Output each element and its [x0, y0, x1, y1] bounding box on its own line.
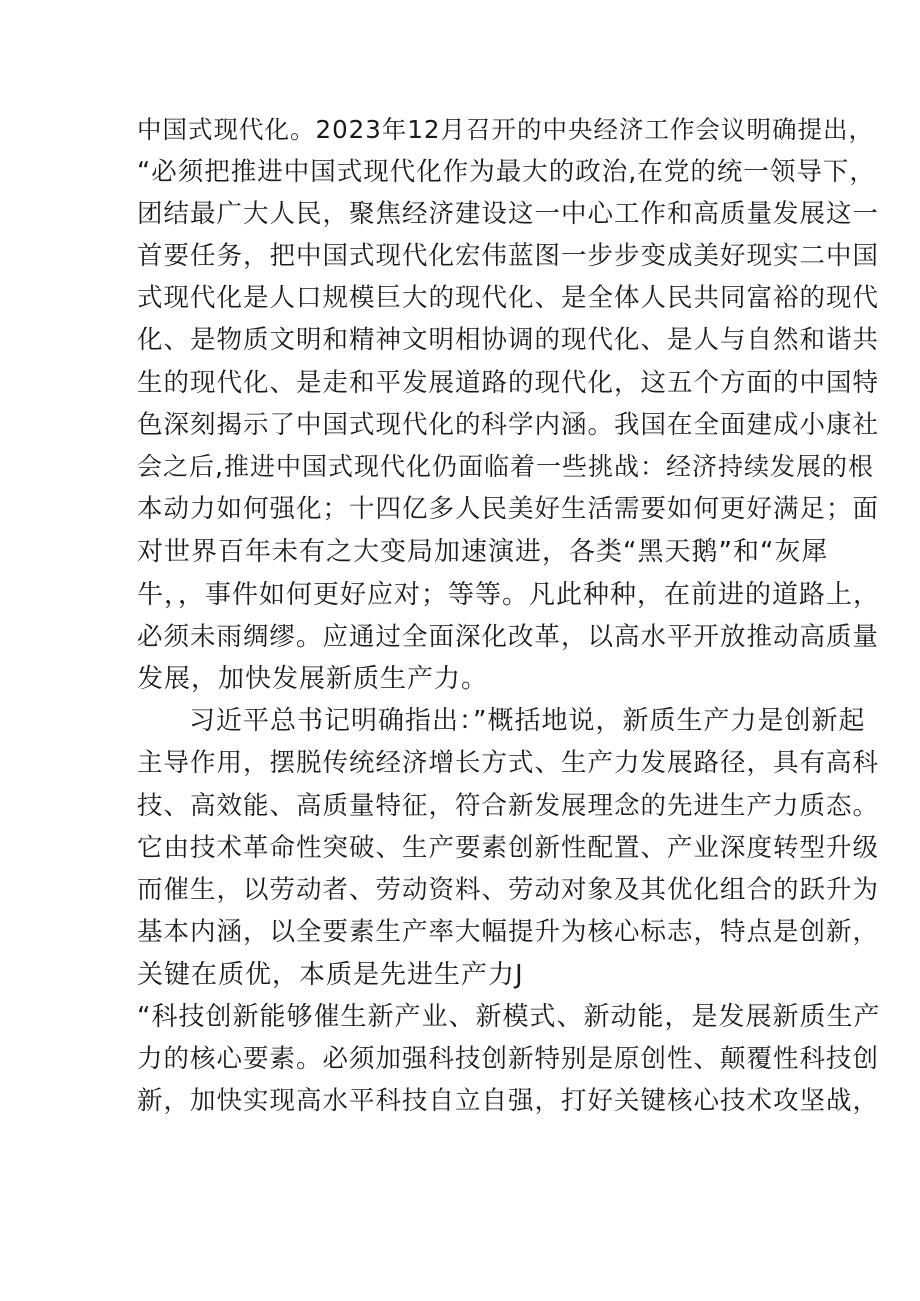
text-line: 基本内涵，以全要素生产率大幅提升为核心标志，特点是创新，	[137, 917, 880, 947]
text-line: 牛，，事件如何更好应对；等等。凡此种种，在前进的道路上，	[137, 580, 881, 610]
text-line: 主导作用，摆脱传统经济增长方式、生产力发展路径，具有高科	[137, 748, 880, 778]
text-line: 本动力如何强化；十四亿多人民美好生活需要如何更好满足；面	[137, 494, 880, 524]
text-line: 对世界百年未有之大变局加速演进，各类“黑天鹅”和“灰犀	[137, 537, 829, 567]
text-line: 发展，加快发展新质生产力。	[137, 664, 489, 694]
text-line: 首要任务，把中国式现代化宏伟蓝图一步步变成美好现实二中国	[137, 241, 880, 271]
text-line: 它由技术革命性突破、生产要素创新性配置、产业深度转型升级	[137, 833, 880, 863]
text-line: 式现代化是人口规模巨大的现代化、是全体人民共同富裕的现代	[137, 283, 880, 313]
text-line: 团结最广大人民，聚焦经济建设这一中心工作和高质量发展这一	[137, 199, 880, 229]
text-line: 色深刻揭示了中国式现代化的科学内涵。我国在全面建成小康社	[137, 410, 880, 440]
text-line: “必须把推进中国式现代化作为最大的政治,在党的统一领导下，	[137, 157, 876, 187]
text-line: “科技创新能够催生新产业、新模式、新动能，是发展新质生产	[137, 1002, 881, 1032]
text-line: 会之后,推进中国式现代化仍面临着一些挑战：经济持续发展的根	[137, 452, 874, 481]
text-line: 新，加快实现高水平科技自立自强，打好关键核心技术攻坚战，	[137, 1086, 880, 1116]
text-line: 化、是物质文明和精神文明相协调的现代化、是人与自然和谐共	[137, 325, 880, 355]
text-line: 必须未雨绸缪。应通过全面深化改革，以高水平开放推动高质量	[137, 622, 880, 652]
text-line: 中国式现代化。2023年12月召开的中央经济工作会议明确提出，	[137, 115, 875, 144]
text-line: 技、高效能、高质量特征，符合新发展理念的先进生产力质态。	[137, 791, 880, 821]
text-line-indented: 习近平总书记明确指出：”概括地说，新质生产力是创新起	[189, 706, 866, 736]
text-line: 关键在质优，本质是先进生产力J	[137, 960, 524, 990]
text-line: 力的核心要素。必须加强科技创新特别是原创性、颠覆性科技创	[137, 1044, 880, 1074]
text-line: 生的现代化、是走和平发展道路的现代化，这五个方面的中国特	[137, 368, 880, 398]
text-line: 而催生，以劳动者、劳动资料、劳动对象及其优化组合的跃升为	[137, 875, 880, 905]
